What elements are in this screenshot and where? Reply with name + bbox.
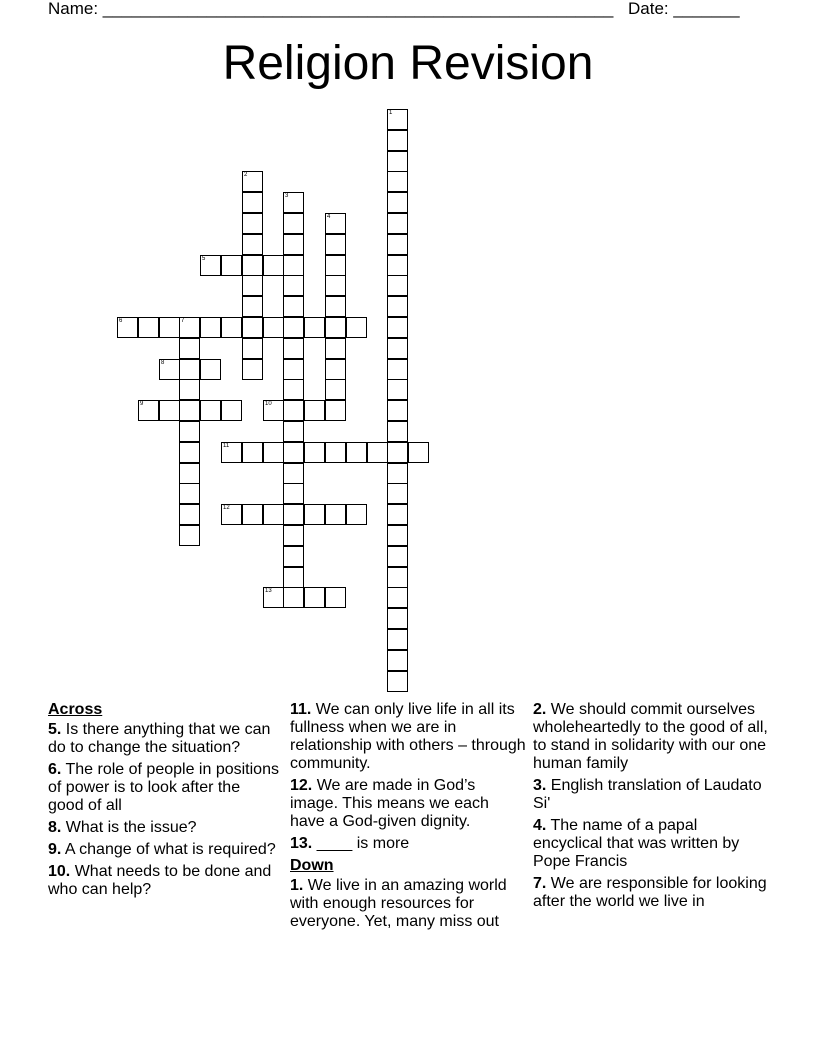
grid-cell[interactable] [304, 442, 325, 463]
grid-cell[interactable] [179, 525, 200, 546]
grid-cell[interactable] [387, 671, 408, 692]
grid-cell[interactable] [387, 151, 408, 172]
grid-cell[interactable] [387, 359, 408, 380]
grid-cell[interactable] [283, 567, 304, 588]
clue-item [290, 877, 526, 931]
grid-cell[interactable] [283, 234, 304, 255]
clue-text: A change of what is required? [61, 841, 276, 858]
clue-text: What needs to be done and who can help? [48, 863, 272, 898]
grid-cell[interactable] [179, 483, 200, 504]
clue-text: ____ is more [312, 835, 410, 852]
grid-cell[interactable] [138, 400, 159, 421]
grid-cell[interactable] [159, 400, 180, 421]
clue-text: Is there anything that we can do to change the situation? [48, 721, 271, 756]
grid-cell[interactable] [283, 525, 304, 546]
grid-cell[interactable] [283, 463, 304, 484]
grid-cell[interactable] [242, 255, 263, 276]
grid-cell[interactable] [179, 463, 200, 484]
grid-cell[interactable] [387, 379, 408, 400]
grid-cell[interactable] [242, 213, 263, 234]
cell-number: 2 [244, 172, 248, 178]
grid-cell[interactable] [263, 504, 284, 525]
clue-number: 11. [290, 701, 312, 718]
grid-cell[interactable] [367, 442, 388, 463]
grid-cell[interactable] [346, 442, 367, 463]
grid-cell[interactable] [387, 421, 408, 442]
grid-cell[interactable] [117, 317, 138, 338]
clue-item [48, 863, 280, 899]
grid-cell[interactable] [200, 400, 221, 421]
cell-number: 5 [202, 256, 206, 262]
clue-number: 1. [290, 877, 304, 894]
grid-cell[interactable] [387, 546, 408, 567]
grid-cell[interactable] [283, 213, 304, 234]
grid-cell[interactable] [263, 255, 284, 276]
grid-cell[interactable] [221, 442, 242, 463]
grid-cell[interactable] [221, 317, 242, 338]
grid-cell[interactable] [242, 504, 263, 525]
clue-number: 2. [533, 701, 547, 718]
grid-cell[interactable] [283, 546, 304, 567]
clue-item [48, 819, 280, 837]
cell-number: 7 [181, 318, 185, 324]
grid-cell[interactable] [200, 255, 221, 276]
grid-cell[interactable] [179, 359, 200, 380]
grid-cell[interactable] [283, 379, 304, 400]
cell-number: 12 [223, 505, 230, 511]
grid-cell[interactable] [179, 338, 200, 359]
grid-cell[interactable] [200, 359, 221, 380]
grid-cell[interactable] [263, 442, 284, 463]
grid-cell[interactable] [387, 629, 408, 650]
grid-cell[interactable] [387, 296, 408, 317]
clue-column-2 [290, 701, 526, 935]
down-heading: Down [290, 857, 334, 874]
grid-cell[interactable] [387, 400, 408, 421]
clue-item [48, 761, 280, 815]
grid-cell[interactable] [387, 317, 408, 338]
grid-cell[interactable] [242, 171, 263, 192]
grid-cell[interactable] [387, 608, 408, 629]
grid-cell[interactable] [179, 317, 200, 338]
grid-cell[interactable] [179, 400, 200, 421]
grid-cell[interactable] [387, 192, 408, 213]
grid-cell[interactable] [325, 275, 346, 296]
grid-cell[interactable] [387, 442, 408, 463]
grid-cell[interactable] [387, 463, 408, 484]
grid-cell[interactable] [387, 130, 408, 151]
grid-cell[interactable] [242, 338, 263, 359]
clue-text: We should commit ourselves wholeheartedly to the good of all, to stand in solidarity with our one human family [533, 701, 768, 772]
grid-cell[interactable] [263, 317, 284, 338]
grid-cell[interactable] [283, 317, 304, 338]
grid-cell[interactable] [325, 400, 346, 421]
cell-number: 6 [119, 318, 123, 324]
grid-cell[interactable] [242, 192, 263, 213]
name-line: Name: ______________________________________________________ [48, 0, 614, 18]
grid-cell[interactable] [387, 483, 408, 504]
grid-cell[interactable] [221, 255, 242, 276]
clue-item [290, 835, 526, 853]
grid-cell[interactable] [179, 379, 200, 400]
clue-text: English translation of Laudato Si' [533, 777, 762, 812]
grid-cell[interactable] [325, 504, 346, 525]
grid-cell[interactable] [138, 317, 159, 338]
grid-cell[interactable] [387, 171, 408, 192]
grid-cell[interactable] [325, 296, 346, 317]
grid-cell[interactable] [242, 296, 263, 317]
grid-cell[interactable] [304, 587, 325, 608]
grid-cell[interactable] [304, 400, 325, 421]
grid-cell[interactable] [283, 400, 304, 421]
grid-cell[interactable] [346, 317, 367, 338]
grid-cell[interactable] [387, 525, 408, 546]
clue-item [290, 777, 526, 831]
grid-cell[interactable] [283, 359, 304, 380]
grid-cell[interactable] [325, 234, 346, 255]
grid-cell[interactable] [325, 338, 346, 359]
clue-text: We live in an amazing world with enough resources for everyone. Yet, many miss out [290, 877, 507, 930]
clue-item [533, 817, 769, 871]
across-heading: Across [48, 701, 103, 718]
grid-cell[interactable] [325, 587, 346, 608]
clue-number: 10. [48, 863, 71, 880]
clue-column-1 [48, 701, 280, 903]
clue-text: What is the issue? [61, 819, 197, 836]
clue-item [533, 875, 769, 911]
grid-cell[interactable] [179, 504, 200, 525]
grid-cell[interactable] [242, 317, 263, 338]
grid-cell[interactable] [242, 442, 263, 463]
grid-cell[interactable] [283, 275, 304, 296]
cell-number: 9 [140, 401, 144, 407]
grid-cell[interactable] [179, 421, 200, 442]
grid-cell[interactable] [325, 213, 346, 234]
clue-text: We are made in God’s image. This means we each have a God-given dignity. [290, 777, 489, 830]
grid-cell[interactable] [221, 504, 242, 525]
grid-cell[interactable] [263, 587, 284, 608]
grid-cell[interactable] [242, 234, 263, 255]
clue-number: 6. [48, 761, 62, 778]
grid-cell[interactable] [387, 109, 408, 130]
grid-cell[interactable] [325, 359, 346, 380]
grid-cell[interactable] [179, 442, 200, 463]
grid-cell[interactable] [159, 359, 180, 380]
grid-cell[interactable] [283, 483, 304, 504]
page-title: Religion Revision [222, 37, 594, 90]
grid-cell[interactable] [283, 442, 304, 463]
date-line: Date: _______ [628, 0, 740, 18]
grid-cell[interactable] [283, 421, 304, 442]
clue-item [48, 721, 280, 757]
grid-cell[interactable] [325, 317, 346, 338]
grid-cell[interactable] [387, 567, 408, 588]
grid-cell[interactable] [387, 234, 408, 255]
cell-number: 3 [285, 193, 289, 199]
grid-cell[interactable] [346, 504, 367, 525]
clue-number: 8. [48, 819, 62, 836]
grid-cell[interactable] [159, 317, 180, 338]
grid-cell[interactable] [304, 317, 325, 338]
grid-cell[interactable] [242, 359, 263, 380]
grid-cell[interactable] [200, 317, 221, 338]
grid-cell[interactable] [387, 587, 408, 608]
grid-cell[interactable] [283, 296, 304, 317]
grid-cell[interactable] [263, 400, 284, 421]
grid-cell[interactable] [387, 213, 408, 234]
clue-number: 3. [533, 777, 547, 794]
clue-number: 4. [533, 817, 547, 834]
clue-column-3 [533, 701, 769, 915]
clue-number: 9. [48, 841, 62, 858]
cell-number: 8 [161, 360, 165, 366]
cell-number: 4 [327, 214, 331, 220]
grid-cell[interactable] [221, 400, 242, 421]
clue-number: 12. [290, 777, 313, 794]
grid-cell[interactable] [325, 255, 346, 276]
clue-text: The role of people in positions of power is to look after the good of all [48, 761, 279, 814]
clue-text: We can only live life in all its fullness when we are in relationship with others – through community. [290, 701, 526, 772]
clue-item [533, 701, 769, 773]
clue-item [48, 841, 280, 859]
grid-cell[interactable] [283, 192, 304, 213]
grid-cell[interactable] [387, 338, 408, 359]
clue-number: 7. [533, 875, 547, 892]
cell-number: 13 [265, 588, 272, 594]
grid-cell[interactable] [408, 442, 429, 463]
grid-cell[interactable] [387, 650, 408, 671]
grid-cell[interactable] [283, 255, 304, 276]
cell-number: 1 [389, 110, 393, 116]
cell-number: 10 [265, 401, 272, 407]
grid-cell[interactable] [325, 442, 346, 463]
clue-number: 5. [48, 721, 62, 738]
clue-text: We are responsible for looking after the world we live in [533, 875, 767, 910]
grid-cell[interactable] [283, 587, 304, 608]
grid-cell[interactable] [283, 338, 304, 359]
clue-item [290, 701, 526, 773]
clue-number: 13. [290, 835, 313, 852]
grid-cell[interactable] [387, 504, 408, 525]
cell-number: 11 [223, 443, 230, 449]
grid-cell[interactable] [387, 275, 408, 296]
clue-item [533, 777, 769, 813]
clue-text: The name of a papal encyclical that was written by Pope Francis [533, 817, 740, 870]
grid-cell[interactable] [304, 504, 325, 525]
grid-cell[interactable] [242, 275, 263, 296]
grid-cell[interactable] [387, 255, 408, 276]
grid-cell[interactable] [325, 379, 346, 400]
grid-cell[interactable] [283, 504, 304, 525]
